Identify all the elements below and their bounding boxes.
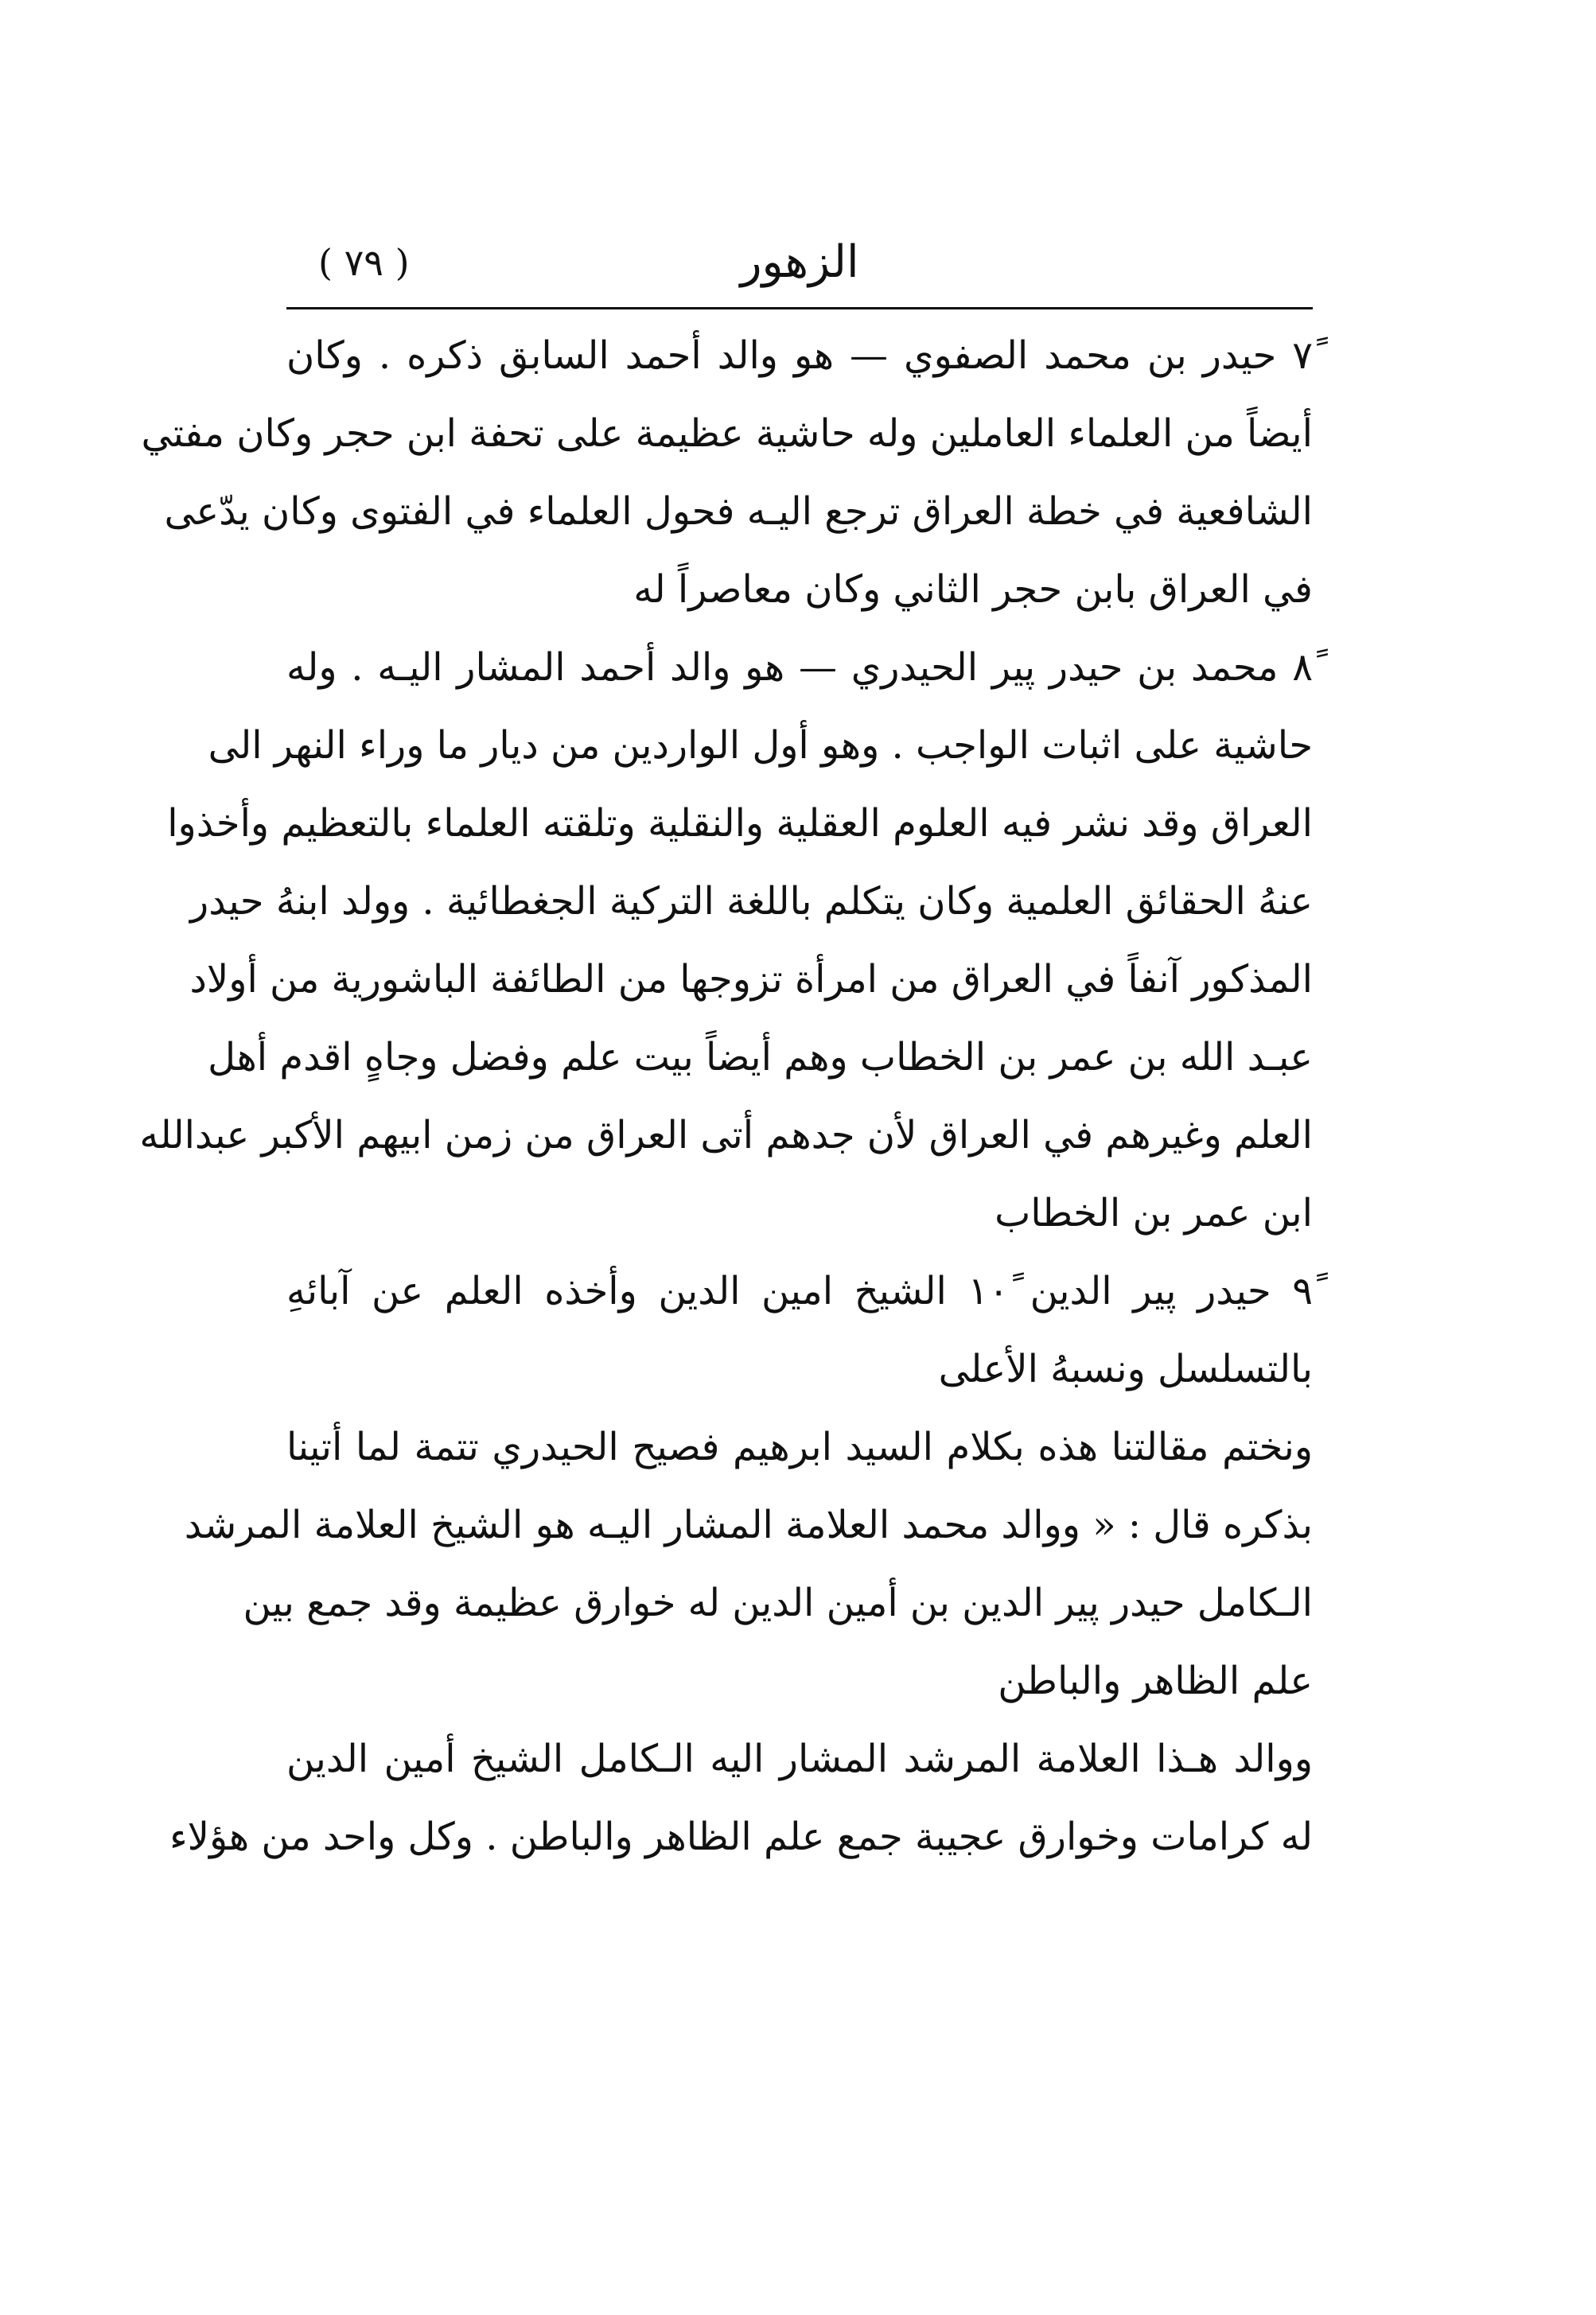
text-line: في العراق بابن حجر الثاني وكان معاصراً له [633,567,1313,612]
text-line: الشافعية في خطة العراق ترجع اليـه فحول العلماء في الفتوى وكان يدّعى [164,489,1313,534]
text-line: عنهُ الحقائق العلمية وكان يتكلم باللغة التركية الجغطائية . وولد ابنهُ حيدر [190,879,1313,924]
text-line: ابن عمر بن الخطاب [995,1191,1313,1235]
text-line: العراق وقد نشر فيه العلوم العقلية والنقلية وتلقته العلماء بالتعظيم وأخذوا [167,801,1313,846]
text-line: حاشية على اثبات الواجب . وهو أول الواردين من ديار ما وراء النهر الى [208,723,1313,768]
text-line: عبـد الله بن عمر بن الخطاب وهم أيضاً بيت علم وفضل وجاهٍ اقدم أهل [208,1035,1313,1080]
page-header [286,231,1313,302]
text-line: ووالد هـذا العلامة المرشد المشار اليه الـكامل الشيخ أمين الدين [286,1737,1313,1781]
text-line: ٧ً حيدر بن محمد الصفوي — هو والد أحمد السابق ذكره . وكان [286,333,1313,378]
text-line: ونختم مقالتنا هذه بكلام السيد ابرهيم فصيح الحيدري تتمة لما أتينا [286,1425,1313,1469]
paragraph-entry-7 [141,317,1313,628]
text-line: ٨ً محمد بن حيدر پير الحيدري — هو والد أحمد المشار اليـه . وله [286,645,1313,690]
text-line: المذكور آنفاً في العراق من امرأة تزوجها من الطائفة الباشورية من أولاد [189,957,1313,1002]
text-line: بذكره قال : « ووالد محمد العلامة المشار اليـه هو الشيخ العلامة المرشد [184,1503,1313,1547]
paragraph-entry-9-10 [286,1252,1313,1408]
header-rule [286,307,1313,309]
text-line: أيضاً من العلماء العاملين وله حاشية عظيمة على تحفة ابن حجر وكان مفتي [141,411,1313,456]
running-title: الزهور [740,236,859,288]
paragraph-final [169,1720,1313,1876]
text-line: له كرامات وخوارق عجيبة جمع علم الظاهر والباطن . وكل واحد من هؤلاء [169,1815,1313,1859]
text-line: العلم وغيرهم في العراق لأن جدهم أتى العراق من زمن ابيهم الأكبر عبدالله [139,1113,1313,1158]
body-text [139,317,1313,1876]
text-line: الـكامل حيدر پير الدين بن أمين الدين له خوارق عظيمة وقد جمع بين [243,1581,1313,1625]
text-line: بالتسلسل ونسبهُ الأعلى [938,1347,1313,1391]
page-number: ( ٧٩ ) [318,241,410,284]
text-line: ٩ً حيدر پير الدين ١٠ً الشيخ امين الدين وأخذه العلم عن آبائهِ [286,1269,1313,1313]
paragraph-conclusion [184,1408,1313,1720]
text-line: علم الظاهر والباطن [998,1659,1313,1703]
paragraph-entry-8 [139,628,1313,1252]
